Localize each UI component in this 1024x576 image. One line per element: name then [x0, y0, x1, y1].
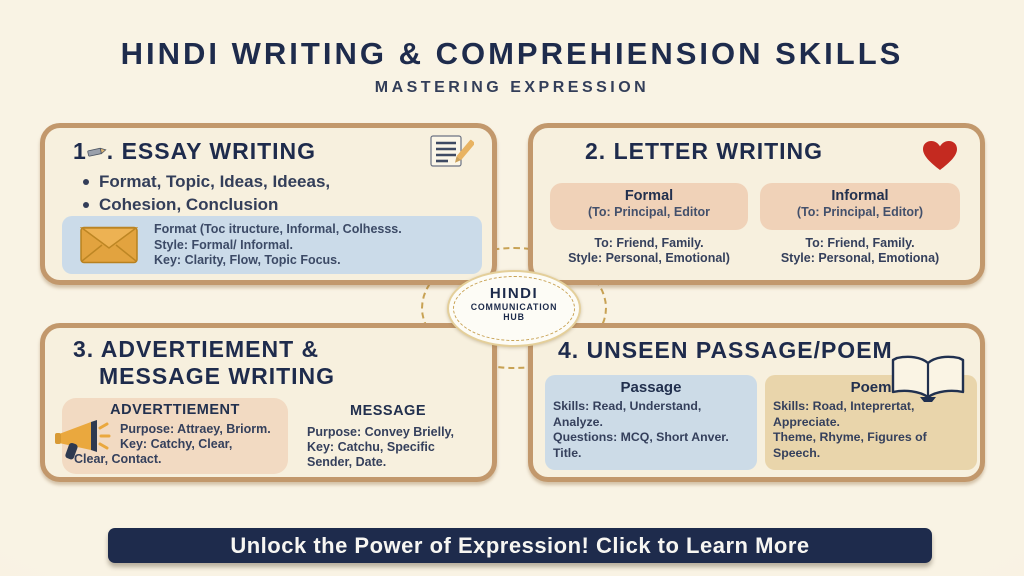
letter-informal-line: Style: Personal, Emotiona): [780, 251, 940, 265]
card-advertisement-message: [40, 323, 497, 482]
list-item: [83, 193, 330, 216]
message-line: Purpose: Convey Brielly,: [307, 425, 455, 439]
message-details: [307, 425, 454, 470]
essay-bullet-text: Format, Topic, Ideas, Ideeas,: [99, 171, 331, 191]
card-letter-writing: [528, 123, 985, 285]
letter-formal-title: Formal: [624, 188, 674, 204]
message-line: Sender, Date.: [307, 455, 387, 469]
essay-bullet-text: Cohesion, Conclusion: [99, 194, 279, 214]
envelope-icon: [80, 226, 138, 264]
letter-formal-line: To: Friend, Family.: [594, 236, 704, 250]
letter-formal-details: [550, 236, 748, 266]
ad-card-title-line2: MESSAGE WRITING: [99, 363, 336, 389]
poem-line: Appreciate.: [773, 414, 840, 429]
letter-informal-subtitle: (To: Principal, Editor): [796, 205, 924, 219]
letter-card-title: 2. LETTER WRITING: [585, 138, 824, 164]
poem-line: Speech.: [773, 445, 821, 460]
essay-bullet-list: [83, 170, 330, 216]
advertisement-details: [74, 422, 271, 467]
passage-box: [545, 375, 757, 470]
letter-informal-box: [760, 183, 960, 230]
letter-formal-subtitle: (To: Principal, Editor: [588, 205, 710, 219]
advertisement-title: ADVERTTIEMENT: [110, 402, 240, 418]
message-title: MESSAGE: [349, 403, 426, 419]
letter-informal-details: [760, 236, 960, 266]
passage-line: Title.: [553, 445, 582, 460]
pencil-icon: [87, 144, 107, 160]
card-essay-writing: [40, 123, 497, 285]
bullet-dot: [83, 202, 89, 208]
card-unseen-passage-poem: [528, 323, 985, 482]
passage-line: Analyze.: [553, 414, 603, 429]
message-line: Key: Catchu, Specific: [307, 440, 435, 454]
page-title: HINDI WRITING & COMPREHIENSION SKILLS: [120, 36, 904, 71]
heart-icon: [922, 140, 958, 171]
badge-line1: HINDI: [489, 285, 539, 302]
essay-info-text: [154, 222, 402, 269]
essay-info-line: Key: Clarity, Flow, Topic Focus.: [154, 253, 341, 267]
letter-formal-line: Style: Personal, Emotional): [568, 251, 730, 265]
essay-info-line: Format (Toc itructure, Informal, Colhesss.: [154, 222, 402, 236]
ad-card-title-line1: 3. ADVERTIEMENT &: [73, 336, 320, 362]
badge-line2: COMMUNICATION: [470, 302, 558, 312]
memo-icon: [428, 134, 474, 170]
hub-badge: [447, 270, 581, 347]
poem-line: Theme, Rhyme, Figures of: [773, 430, 927, 444]
poem-line: Skills: Road, Inteprertat,: [773, 399, 915, 413]
letter-informal-line: To: Friend, Family.: [805, 236, 915, 250]
passage-title: Passage: [620, 379, 682, 396]
page-subtitle: MASTERING EXPRESSION: [374, 79, 650, 96]
passage-line: Questions: MCQ, Short Anver.: [553, 430, 729, 444]
advertisement-line: Key: Catchy, Clear,: [120, 437, 233, 451]
essay-info-line: Style: Formal/ Informal.: [154, 237, 293, 252]
poem-title: Poem: [850, 379, 892, 396]
advertisement-box: [62, 398, 288, 474]
letter-formal-box: [550, 183, 748, 230]
advertisement-line: Clear, Contact.: [74, 452, 162, 466]
poem-details: [773, 399, 977, 461]
passage-line: Skills: Read, Understand,: [553, 399, 702, 413]
essay-info-box: [62, 216, 482, 274]
passage-details: [553, 399, 757, 461]
unseen-card-title: 4. UNSEEN PASSAGE/POEM: [558, 337, 893, 363]
list-item: [83, 170, 330, 193]
book-icon: [886, 354, 970, 402]
essay-card-title-text: . ESSAY WRITING: [106, 138, 317, 164]
essay-card-title: [73, 138, 316, 165]
essay-card-number: 1: [73, 138, 87, 164]
badge-line3: HUB: [503, 312, 525, 322]
bullet-dot: [83, 179, 89, 185]
advertisement-line: Purpose: Attraey, Briorm.: [120, 422, 271, 436]
letter-informal-title: Informal: [831, 188, 889, 204]
cta-banner[interactable]: Unlock the Power of Expression! Click to Learn More: [108, 528, 932, 563]
